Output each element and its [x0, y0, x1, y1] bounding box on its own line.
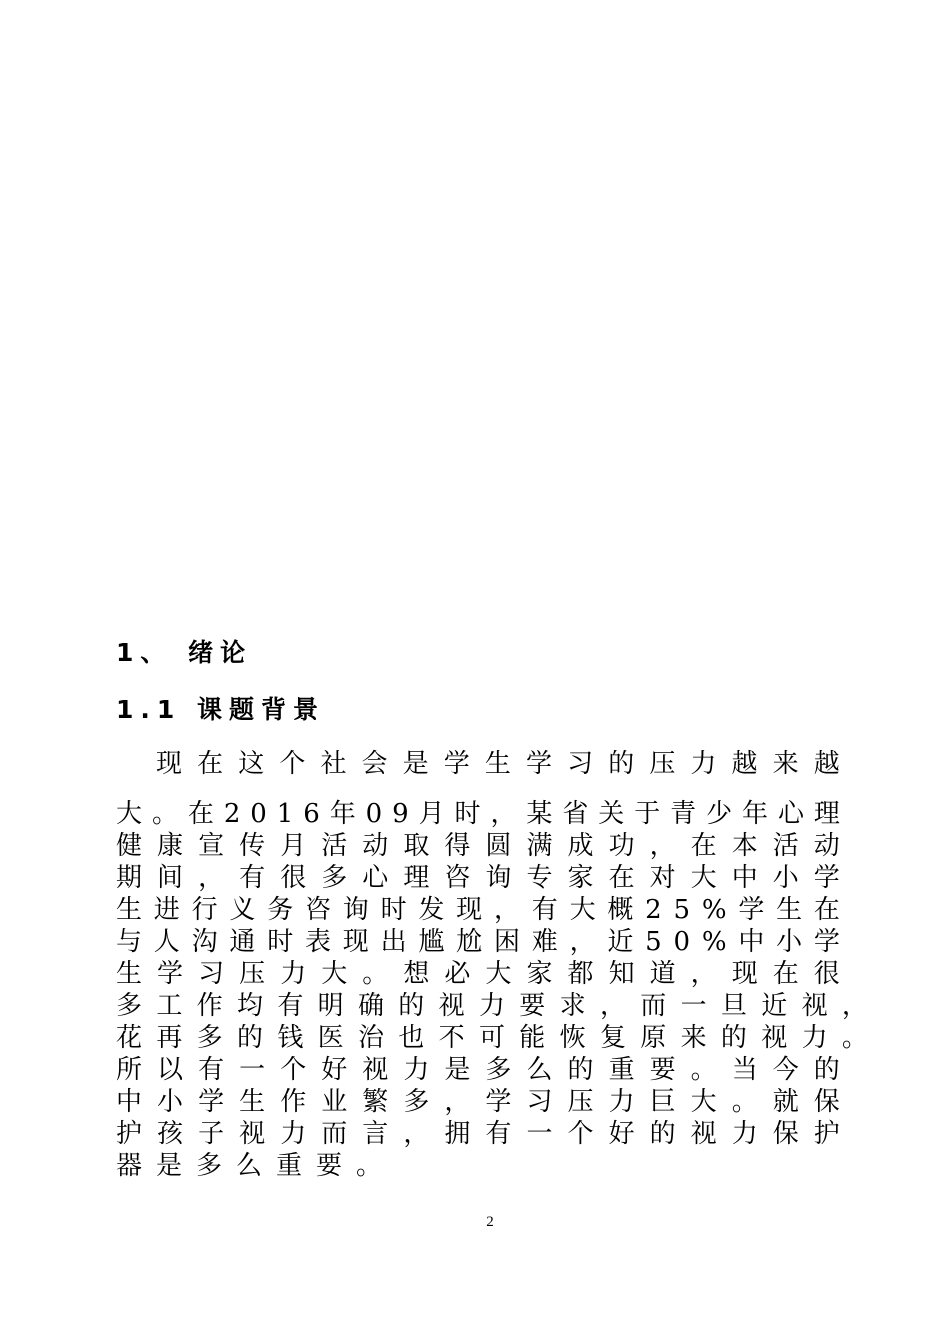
paragraph-char: 生 — [116, 895, 143, 925]
paragraph-char: 作 — [196, 991, 223, 1021]
paragraph-char: 沟 — [191, 927, 218, 957]
paragraph-char: 月 — [418, 799, 445, 829]
paragraph-char: 活 — [772, 831, 799, 861]
paragraph-char: 。 — [841, 1023, 868, 1053]
paragraph-char: 时 — [380, 895, 407, 925]
paragraph-char: 力 — [478, 991, 505, 1021]
paragraph-char: 花 — [116, 1023, 143, 1053]
paragraph-char: 多 — [116, 991, 143, 1021]
paragraph-char: 是 — [444, 1055, 471, 1085]
paragraph-char: 的 — [649, 1119, 676, 1149]
paragraph-char: 要 — [519, 991, 546, 1021]
paragraph-char: 的 — [398, 991, 425, 1021]
paragraph-char: 健 — [116, 831, 143, 861]
paragraph-char: 学 — [443, 749, 470, 779]
paragraph-char: 旦 — [720, 991, 747, 1021]
paragraph-char: 满 — [526, 831, 553, 861]
paragraph-char: 义 — [229, 895, 256, 925]
paragraph-char: 保 — [813, 1087, 840, 1117]
paragraph-char: % — [701, 895, 727, 925]
paragraph-char: 某 — [526, 799, 553, 829]
paragraph-char: 一 — [680, 991, 707, 1021]
paragraph-char: 视 — [362, 1055, 389, 1085]
paragraph-char: 得 — [444, 831, 471, 861]
paragraph-char: 再 — [156, 1023, 183, 1053]
paragraph-char: 护 — [116, 1119, 143, 1149]
paragraph-char: 均 — [236, 991, 263, 1021]
paragraph-char: 。 — [151, 799, 178, 829]
paragraph-char: 传 — [239, 831, 266, 861]
paragraph-char: 2 — [645, 895, 662, 925]
paragraph-char: 尬 — [456, 927, 483, 957]
paragraph-char: 重 — [608, 1055, 635, 1085]
paragraph-char: 的 — [608, 749, 635, 779]
paragraph-char: 力 — [403, 1055, 430, 1085]
paragraph-char: 理 — [813, 799, 840, 829]
paragraph-char: 道 — [649, 959, 676, 989]
paragraph-char: 视 — [761, 1023, 788, 1053]
paragraph-char: 的 — [567, 1055, 594, 1085]
paragraph-line — [116, 926, 840, 958]
paragraph-char: 现 — [456, 895, 483, 925]
paragraph-char: 中 — [731, 863, 758, 893]
paragraph-line — [116, 1086, 840, 1118]
paragraph-char: 多 — [403, 1087, 430, 1117]
paragraph-char: 么 — [526, 1055, 553, 1085]
paragraph-char: 在 — [772, 959, 799, 989]
paragraph-char: 咨 — [304, 895, 331, 925]
paragraph-line — [116, 862, 840, 894]
paragraph-char: 生 — [239, 1087, 266, 1117]
paragraph-char: 业 — [321, 1087, 348, 1117]
paragraph-line — [116, 744, 840, 798]
paragraph-char: 年 — [742, 799, 769, 829]
paragraph-char: 0 — [365, 799, 383, 829]
paragraph-char: 原 — [640, 1023, 667, 1053]
paragraph-line — [116, 1022, 868, 1054]
paragraph-char: 发 — [418, 895, 445, 925]
paragraph-char: 行 — [191, 895, 218, 925]
paragraph-char: 5 — [645, 927, 662, 957]
paragraph-char: 人 — [153, 927, 180, 957]
paragraph-char: 务 — [267, 895, 294, 925]
paragraph-char: 能 — [519, 1023, 546, 1053]
paragraph-char: 学 — [485, 1087, 512, 1117]
paragraph-char: 于 — [634, 799, 661, 829]
paragraph-char: 大 — [569, 895, 596, 925]
paragraph-char: 多 — [196, 1023, 223, 1053]
paragraph-char: 在 — [690, 831, 717, 861]
paragraph-char: 时 — [267, 927, 294, 957]
paragraph-char: 关 — [598, 799, 625, 829]
paragraph-char: 家 — [567, 863, 594, 893]
paragraph-char: 在 — [608, 863, 635, 893]
paragraph-char: 视 — [438, 991, 465, 1021]
paragraph-char: 理 — [403, 863, 430, 893]
paragraph-char: 询 — [485, 863, 512, 893]
paragraph-char: 成 — [567, 831, 594, 861]
paragraph-char: 的 — [813, 1055, 840, 1085]
paragraph-char: 康 — [157, 831, 184, 861]
subsection-heading: 1.1 课题背景 — [116, 695, 325, 724]
paragraph-char: 而 — [640, 991, 667, 1021]
body-paragraph — [116, 744, 868, 1182]
paragraph-char: 月 — [280, 831, 307, 861]
paragraph-char: 青 — [670, 799, 697, 829]
paragraph-char: 。 — [731, 1087, 758, 1117]
paragraph-char: 学 — [813, 863, 840, 893]
paragraph-char: 明 — [317, 991, 344, 1021]
paragraph-char: 必 — [444, 959, 471, 989]
paragraph-line — [116, 958, 840, 990]
paragraph-char: 的 — [720, 1023, 747, 1053]
paragraph-char: 力 — [280, 959, 307, 989]
paragraph-char: 今 — [772, 1055, 799, 1085]
paragraph-char: 间 — [157, 863, 184, 893]
paragraph-char: 困 — [493, 927, 520, 957]
paragraph-char: 这 — [238, 749, 265, 779]
paragraph-line: 器是多么重要。 — [116, 1151, 397, 1181]
paragraph-char: 拥 — [444, 1119, 471, 1149]
paragraph-char: 动 — [813, 831, 840, 861]
paragraph-char: ， — [493, 895, 520, 925]
paragraph-char: 压 — [649, 749, 676, 779]
paragraph-char: 2 — [223, 799, 241, 829]
paragraph-char: 在 — [197, 749, 224, 779]
paragraph-char: 医 — [317, 1023, 344, 1053]
paragraph-char: 本 — [731, 831, 758, 861]
paragraph-char: 视 — [690, 1119, 717, 1149]
page-number: 2 — [486, 1214, 494, 1230]
paragraph-char: 一 — [526, 1119, 553, 1149]
paragraph-char: 力 — [690, 749, 717, 779]
paragraph-char: 年 — [329, 799, 356, 829]
paragraph-char: 越 — [813, 749, 840, 779]
paragraph-char: 个 — [280, 1055, 307, 1085]
paragraph-char: 6 — [303, 799, 320, 829]
paragraph-char: 心 — [362, 863, 389, 893]
paragraph-char: 在 — [813, 895, 840, 925]
paragraph-char: 都 — [567, 959, 594, 989]
paragraph-char: 难 — [531, 927, 558, 957]
paragraph-char: 有 — [198, 1055, 225, 1085]
paragraph-char: 不 — [438, 1023, 465, 1053]
paragraph-char: 很 — [813, 959, 840, 989]
paragraph-char: 小 — [157, 1087, 184, 1117]
paragraph-char: ， — [599, 991, 626, 1021]
paragraph-char: 护 — [813, 1119, 840, 1149]
paragraph-char: 现 — [342, 927, 369, 957]
paragraph-char: 也 — [398, 1023, 425, 1053]
paragraph-char: ， — [569, 927, 596, 957]
paragraph-char: 生 — [116, 959, 143, 989]
paragraph-char: 恢 — [559, 1023, 586, 1053]
paragraph-char: 多 — [485, 1055, 512, 1085]
paragraph-char: 时 — [454, 799, 481, 829]
paragraph-char: ， — [403, 1119, 430, 1149]
paragraph-char: 学 — [738, 895, 765, 925]
paragraph-char: 要 — [649, 1055, 676, 1085]
paragraph-char: 。 — [362, 959, 389, 989]
paragraph-char: ， — [490, 799, 517, 829]
paragraph-char: 少 — [706, 799, 733, 829]
paragraph-char: 知 — [608, 959, 635, 989]
paragraph-char: 会 — [361, 749, 388, 779]
paragraph-char: 的 — [236, 1023, 263, 1053]
paragraph-char: 治 — [357, 1023, 384, 1053]
paragraph-char: 钱 — [277, 1023, 304, 1053]
paragraph-char: 0 — [250, 799, 267, 829]
paragraph-char: 大 — [116, 799, 143, 829]
paragraph-char: 进 — [153, 895, 180, 925]
section-heading: 1、 绪论 — [116, 638, 253, 667]
paragraph-char: 有 — [485, 1119, 512, 1149]
paragraph-char: 在 — [187, 799, 214, 829]
paragraph-char: 大 — [690, 863, 717, 893]
paragraph-char: 视 — [801, 991, 828, 1021]
paragraph-char: 而 — [321, 1119, 348, 1149]
paragraph-char: 繁 — [362, 1087, 389, 1117]
paragraph-char: 学 — [157, 959, 184, 989]
paragraph-char: 有 — [239, 863, 266, 893]
paragraph-char: 很 — [280, 863, 307, 893]
paragraph-char: 巨 — [649, 1087, 676, 1117]
paragraph-char: 多 — [321, 863, 348, 893]
paragraph-char: 可 — [478, 1023, 505, 1053]
paragraph-char: 1 — [276, 799, 294, 829]
paragraph-char: 期 — [116, 863, 143, 893]
paragraph-char: 就 — [772, 1087, 799, 1117]
paragraph-char: 习 — [198, 959, 225, 989]
paragraph-char: 压 — [239, 959, 266, 989]
paragraph-char: 生 — [776, 895, 803, 925]
paragraph-char: 心 — [777, 799, 804, 829]
paragraph-char: ， — [690, 959, 717, 989]
paragraph-char: 询 — [342, 895, 369, 925]
paragraph-char: ， — [649, 831, 676, 861]
paragraph-char: 动 — [362, 831, 389, 861]
paragraph-char: 近 — [761, 991, 788, 1021]
paragraph-char: 中 — [738, 927, 765, 957]
paragraph-char: 现 — [731, 959, 758, 989]
paragraph-char: 力 — [801, 1023, 828, 1053]
paragraph-char: 出 — [380, 927, 407, 957]
paragraph-char: 越 — [731, 749, 758, 779]
paragraph-char: 求 — [559, 991, 586, 1021]
paragraph-char: 尴 — [418, 927, 445, 957]
paragraph-char: 好 — [321, 1055, 348, 1085]
paragraph-char: 大 — [321, 959, 348, 989]
paragraph-char: 。 — [690, 1055, 717, 1085]
paragraph-char: 取 — [403, 831, 430, 861]
paragraph-char: 小 — [776, 927, 803, 957]
paragraph-char: 有 — [531, 895, 558, 925]
paragraph-char: 小 — [772, 863, 799, 893]
paragraph-char: ， — [841, 991, 868, 1021]
paragraph-line — [116, 1118, 840, 1150]
paragraph-char: % — [701, 927, 727, 957]
paragraph-char: 社 — [320, 749, 347, 779]
paragraph-char: 活 — [321, 831, 348, 861]
paragraph-char: 现 — [156, 749, 183, 779]
paragraph-char: 孩 — [157, 1119, 184, 1149]
paragraph-char: 个 — [279, 749, 306, 779]
paragraph-char: 功 — [608, 831, 635, 861]
paragraph-char: 习 — [526, 1087, 553, 1117]
paragraph-char: 是 — [402, 749, 429, 779]
paragraph-char: 作 — [280, 1087, 307, 1117]
paragraph-char: 个 — [567, 1119, 594, 1149]
paragraph-line — [116, 990, 868, 1022]
paragraph-char: 力 — [731, 1119, 758, 1149]
paragraph-char: ， — [198, 863, 225, 893]
paragraph-char: 0 — [673, 927, 691, 957]
paragraph-char: 省 — [562, 799, 589, 829]
paragraph-char: 习 — [567, 749, 594, 779]
paragraph-char: 概 — [607, 895, 634, 925]
paragraph-char: ， — [444, 1087, 471, 1117]
paragraph-char: 视 — [239, 1119, 266, 1149]
paragraph-char: 复 — [599, 1023, 626, 1053]
paragraph-char: 来 — [680, 1023, 707, 1053]
paragraph-char: 保 — [772, 1119, 799, 1149]
paragraph-char: 5 — [673, 895, 691, 925]
paragraph-char: 9 — [392, 799, 409, 829]
paragraph-char: 以 — [157, 1055, 184, 1085]
paragraph-char: 表 — [304, 927, 331, 957]
paragraph-char: 有 — [277, 991, 304, 1021]
paragraph-char: 通 — [229, 927, 256, 957]
paragraph-char: 生 — [484, 749, 511, 779]
paragraph-char: 工 — [156, 991, 183, 1021]
paragraph-line — [116, 830, 840, 862]
paragraph-char: 子 — [198, 1119, 225, 1149]
paragraph-char: 想 — [403, 959, 430, 989]
paragraph-char: 力 — [280, 1119, 307, 1149]
paragraph-line — [116, 894, 840, 926]
paragraph-char: 家 — [526, 959, 553, 989]
paragraph-char: 确 — [357, 991, 384, 1021]
paragraph-char: 大 — [485, 959, 512, 989]
paragraph-char: 近 — [607, 927, 634, 957]
paragraph-char: 一 — [239, 1055, 266, 1085]
paragraph-char: 专 — [526, 863, 553, 893]
paragraph-char: 宣 — [198, 831, 225, 861]
paragraph-char: 压 — [567, 1087, 594, 1117]
paragraph-char: 言 — [362, 1119, 389, 1149]
paragraph-char: 当 — [731, 1055, 758, 1085]
paragraph-char: 学 — [198, 1087, 225, 1117]
paragraph-line — [116, 1054, 840, 1086]
paragraph-char: 所 — [116, 1055, 143, 1085]
paragraph-char: 对 — [649, 863, 676, 893]
paragraph-char: 与 — [116, 927, 143, 957]
paragraph-char: 中 — [116, 1087, 143, 1117]
paragraph-char: 来 — [772, 749, 799, 779]
paragraph-char: 圆 — [485, 831, 512, 861]
paragraph-char: 咨 — [444, 863, 471, 893]
paragraph-char: 好 — [608, 1119, 635, 1149]
paragraph-char: 大 — [690, 1087, 717, 1117]
paragraph-char: 力 — [608, 1087, 635, 1117]
paragraph-char: 学 — [813, 927, 840, 957]
paragraph-char: 学 — [525, 749, 552, 779]
paragraph-line — [116, 798, 840, 830]
